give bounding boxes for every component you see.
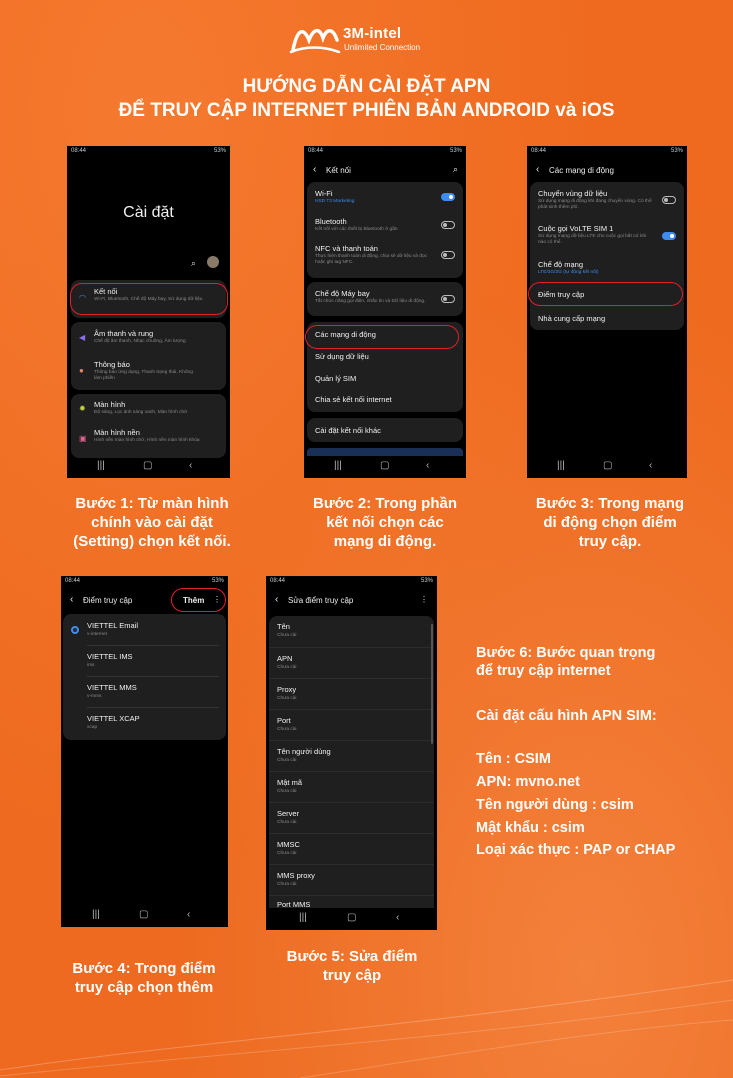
apn-item-xcap[interactable]: VIETTEL XCAP xcap xyxy=(87,714,140,730)
back-icon[interactable]: ‹ xyxy=(189,460,193,471)
caption-step-5: Bước 5: Sửa điểm truy cập xyxy=(286,948,418,984)
field-name[interactable]: Tên Chưa cài xyxy=(277,622,297,638)
add-button[interactable]: Thêm xyxy=(183,596,205,605)
home-icon[interactable]: ▢ xyxy=(139,909,149,920)
title-line-2: ĐỂ TRUY CẬP INTERNET PHIÊN BẢN ANDROID và iOS xyxy=(118,100,615,121)
status-bar: 08:44 53% xyxy=(71,148,226,154)
logo-mark-icon xyxy=(289,20,341,56)
settings-card-3 xyxy=(71,394,226,458)
highlight-ring xyxy=(305,325,459,349)
item-network-operators[interactable]: Nhà cung cấp mạng xyxy=(538,314,606,323)
item-bluetooth[interactable]: Bluetooth Kết nối với các thiết bị Bluetooth ở gần xyxy=(307,210,463,238)
item-sim-manager[interactable]: Quản lý SIM xyxy=(315,374,357,383)
connections-card-4 xyxy=(307,418,463,442)
status-bar: 08:44 53% xyxy=(308,148,462,154)
suggestion-strip xyxy=(307,448,463,456)
radio-selected[interactable] xyxy=(71,626,79,634)
caption-step-3: Bước 3: Trong mạng di động chọn điểm truy cập. xyxy=(535,495,685,550)
config-apn: APN: mvno.net xyxy=(476,774,580,790)
settings-item-sound[interactable]: ◀ Âm thanh và rung Chế độ âm thanh, Nhạc chuông, Âm lượng xyxy=(79,329,186,344)
apn-item-mms[interactable]: VIETTEL MMS v-mms xyxy=(87,683,137,699)
phone-screen-mobile-networks xyxy=(527,146,687,478)
item-wifi[interactable]: Wi-Fi HSD T3 Marketing xyxy=(307,182,463,210)
recent-apps-icon[interactable]: ||| xyxy=(97,460,105,471)
item-volte[interactable]: Cuộc gọi VoLTE SIM 1 Sử dụng mạng dữ liệu LTE cho cuộc gọi bất cứ khi nào có thể. xyxy=(530,218,684,254)
item-more-connections[interactable]: Cài đặt kết nối khác xyxy=(315,426,381,435)
highlight-ring xyxy=(70,283,228,315)
config-auth-type: Loại xác thực : PAP or CHAP xyxy=(476,842,676,858)
highlight-ring xyxy=(171,588,226,612)
field-server[interactable]: Server Chưa cài xyxy=(269,802,434,833)
settings-item-connections[interactable]: ◠ Kết nối Wi-Fi, Bluetooth, Chế độ Máy bay, Sử dụng dữ liệu xyxy=(79,287,203,302)
item-nfc[interactable]: NFC và thanh toán Thực hiện thanh toán di động, chia sẻ dữ liệu và đọc hoặc ghi tag NFC. xyxy=(307,238,463,278)
item-network-mode[interactable]: Chế độ mạng LTE/3G/2G (tự động kết nối) xyxy=(538,260,599,275)
phone-screen-edit-access-point xyxy=(266,576,437,930)
brand-logo xyxy=(289,20,449,56)
phone-screen-access-points xyxy=(61,576,228,927)
caption-step-2: Bước 2: Trong phần kết nối chọn các mạng di động. xyxy=(312,495,458,550)
screen-header: ‹ Sửa điểm truy cập ⋮ xyxy=(275,594,428,605)
step-6-line-1: Bước 6: Bước quan trọng xyxy=(476,645,656,661)
speaker-icon: ◀ xyxy=(79,333,86,342)
connections-card-2 xyxy=(307,282,463,316)
field-mms-proxy[interactable]: MMS proxy Chưa cài xyxy=(269,864,434,895)
apn-item-email[interactable]: VIETTEL Email v-internet xyxy=(63,614,226,645)
config-password: Mật khẩu : csim xyxy=(476,820,585,836)
phone-screen-settings xyxy=(67,146,230,478)
settings-item-display[interactable]: ✹ Màn hình Độ sáng, Lọc ánh sáng xanh, Màn hình chờ xyxy=(79,400,188,415)
decorative-lines xyxy=(0,960,733,1078)
apn-item-ims[interactable]: VIETTEL IMS ims xyxy=(87,652,133,668)
back-icon[interactable]: ‹ xyxy=(426,460,430,471)
more-options-icon[interactable]: ⋮ xyxy=(420,595,428,604)
brand-name: 3M-intel xyxy=(343,25,402,42)
back-icon[interactable]: ‹ xyxy=(649,460,653,471)
airplane-toggle[interactable] xyxy=(441,295,455,303)
item-data-usage[interactable]: Sử dụng dữ liệu xyxy=(315,352,369,361)
wallpaper-icon: ▣ xyxy=(79,434,87,443)
more-options-icon[interactable]: ⋮ xyxy=(213,595,221,604)
field-mms-port[interactable]: Port MMS xyxy=(269,895,434,908)
caption-step-1: Bước 1: Từ màn hình chính vào cài đặt (Setting) chọn kết nối. xyxy=(73,495,231,550)
home-icon[interactable]: ▢ xyxy=(143,460,153,471)
back-arrow-icon[interactable]: ‹ xyxy=(275,594,279,605)
back-arrow-icon[interactable]: ‹ xyxy=(313,164,317,175)
sun-icon: ✹ xyxy=(79,404,86,413)
field-username[interactable]: Tên người dùng Chưa cài xyxy=(269,740,434,771)
wifi-toggle[interactable] xyxy=(441,193,455,201)
screen-header: ‹ Kết nối ⌕ xyxy=(313,164,458,175)
nfc-toggle[interactable] xyxy=(441,251,455,259)
bell-icon: ● xyxy=(79,366,84,375)
recent-apps-icon[interactable]: ||| xyxy=(557,460,565,471)
back-arrow-icon[interactable]: ‹ xyxy=(70,594,74,605)
item-mobile-networks[interactable]: Các mạng di động xyxy=(315,330,376,339)
status-bar: 08:44 53% xyxy=(65,578,224,584)
roaming-toggle[interactable] xyxy=(662,196,676,204)
screen-header: ‹ Điểm truy cập Thêm ⋮ xyxy=(70,594,221,605)
phone-screen-connections xyxy=(304,146,466,478)
brand-tagline: Unlimited Connection xyxy=(344,43,421,52)
back-arrow-icon[interactable]: ‹ xyxy=(536,164,540,175)
bluetooth-toggle[interactable] xyxy=(441,221,455,229)
volte-toggle[interactable] xyxy=(662,232,676,240)
field-port[interactable]: Port Chưa cài xyxy=(269,709,434,740)
settings-card-2 xyxy=(71,322,226,390)
search-icon[interactable]: ⌕ xyxy=(191,258,197,268)
recent-apps-icon[interactable]: ||| xyxy=(92,909,100,920)
android-navbar xyxy=(61,905,228,927)
avatar[interactable] xyxy=(207,256,219,268)
home-icon[interactable]: ▢ xyxy=(380,460,390,471)
wifi-icon: ◠ xyxy=(79,293,86,302)
screen-header: ‹ Các mạng di động xyxy=(536,164,614,175)
home-icon[interactable]: ▢ xyxy=(603,460,613,471)
settings-item-notifications[interactable]: ● Thông báo Thông báo ứng dụng, Thanh trạng thái, Không làm phiền xyxy=(79,360,193,381)
recent-apps-icon[interactable]: ||| xyxy=(334,460,342,471)
item-access-point-names[interactable]: Điểm truy cập xyxy=(538,290,585,299)
item-hotspot[interactable]: Chia sẻ kết nối internet xyxy=(315,395,392,404)
mobile-networks-card xyxy=(530,182,684,330)
apn-edit-card xyxy=(269,616,434,908)
home-icon[interactable]: ▢ xyxy=(347,912,357,923)
config-name: Tên : CSIM xyxy=(476,751,551,767)
apn-list-card xyxy=(63,614,226,740)
field-mmsc[interactable]: MMSC Chưa cài xyxy=(269,833,434,864)
status-bar: 08:44 53% xyxy=(270,578,433,584)
item-airplane-mode[interactable]: Chế độ Máy bay Tắt chức năng gọi điện, nhắn tin và Dữ liệu di động. xyxy=(307,282,463,316)
android-navbar xyxy=(527,456,687,478)
config-username: Tên người dùng : csim xyxy=(476,797,634,813)
item-data-roaming[interactable]: Chuyển vùng dữ liệu Sử dụng mạng di động khi đang chuyển vùng. Có thể phát sinh thêm phí. xyxy=(530,182,684,218)
field-proxy[interactable]: Proxy Chưa cài xyxy=(269,678,434,709)
connections-card-1 xyxy=(307,182,463,278)
step-6-line-2: để truy cập internet xyxy=(476,663,611,679)
settings-heading: Cài đặt xyxy=(123,204,174,221)
back-icon[interactable]: ‹ xyxy=(187,909,191,920)
android-navbar xyxy=(304,456,466,478)
recent-apps-icon[interactable]: ||| xyxy=(299,912,307,923)
caption-step-4: Bước 4: Trong điểm truy cập chọn thêm xyxy=(72,960,216,996)
status-bar: 08:44 53% xyxy=(531,148,683,154)
page-title xyxy=(0,75,733,123)
search-icon[interactable]: ⌕ xyxy=(452,164,458,174)
android-navbar xyxy=(67,456,230,478)
field-password[interactable]: Mật mã Chưa cài xyxy=(269,771,434,802)
back-icon[interactable]: ‹ xyxy=(396,912,400,923)
android-navbar xyxy=(266,908,437,930)
apn-config-title: Cài đặt cấu hình APN SIM: xyxy=(476,708,657,724)
title-line-1: HƯỚNG DẪN CÀI ĐẶT APN xyxy=(242,76,491,97)
field-apn[interactable]: APN Chưa cài xyxy=(269,647,434,678)
highlight-ring xyxy=(528,282,683,306)
scrollbar[interactable] xyxy=(431,624,433,744)
settings-item-wallpaper[interactable]: ▣ Màn hình nền Hình nền màn hình chờ, Hình nền màn hình khóa xyxy=(79,428,200,443)
